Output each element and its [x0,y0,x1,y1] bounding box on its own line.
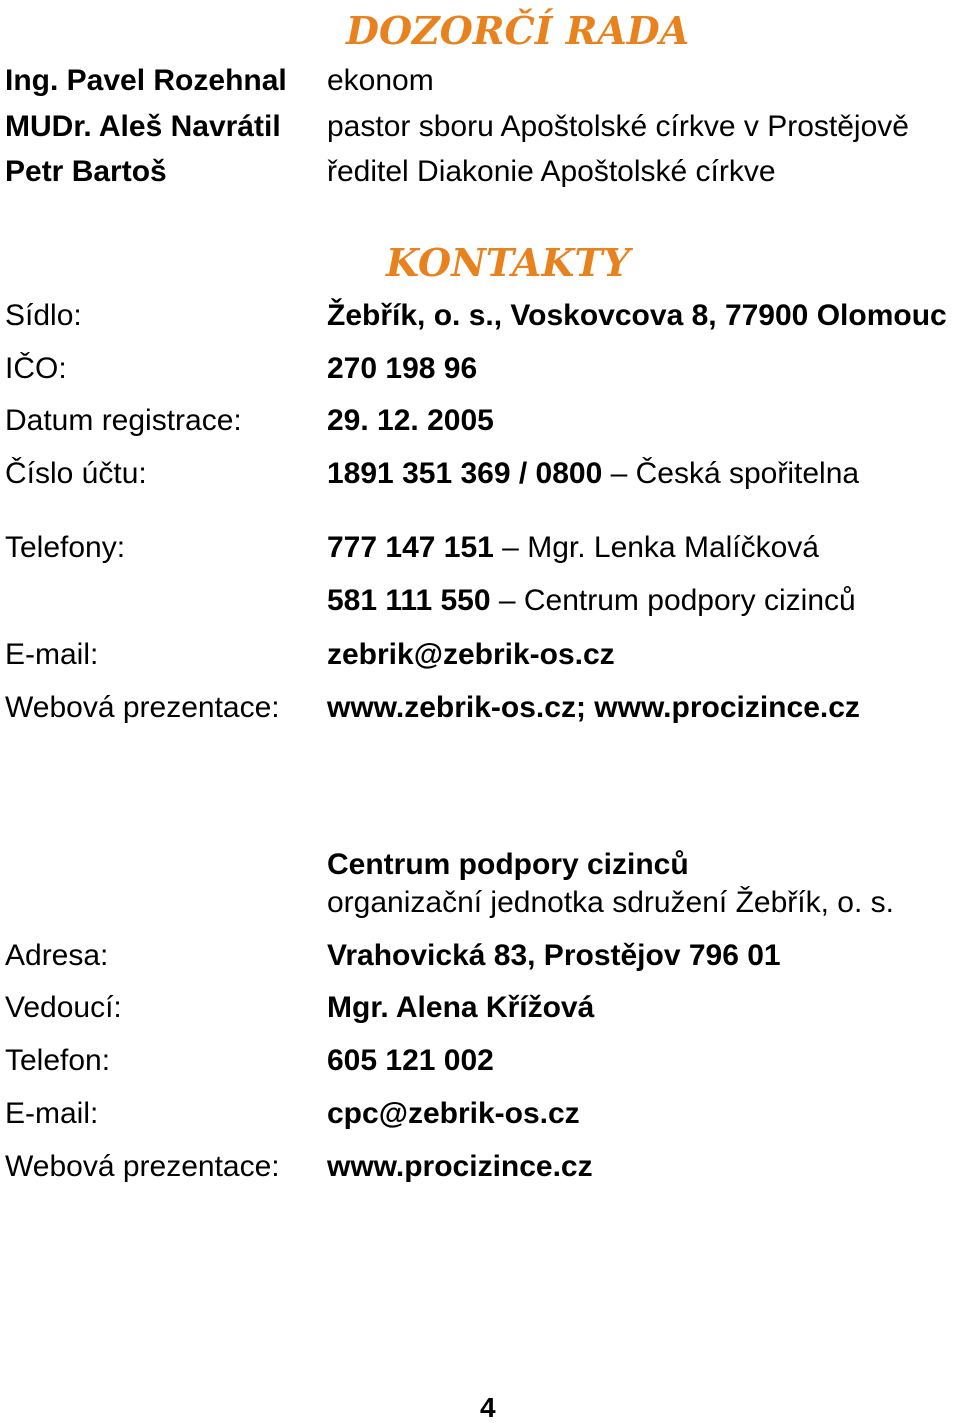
account-label: Číslo účtu: [5,457,147,490]
center-web-label: Webová prezentace: [5,1150,280,1183]
board-member-name: Petr Bartoš [5,155,167,188]
center-address-value: Vrahovická 83, Prostějov 796 01 [327,939,781,972]
center-email-label: E-mail: [5,1097,99,1130]
email-label: E-mail: [5,638,99,671]
center-web-value[interactable]: www.procizince.cz [327,1150,593,1183]
registration-label: Datum registrace: [5,404,242,437]
center-name: Centrum podpory cizinců [327,848,689,881]
phones-label: Telefony: [5,531,126,564]
web-value[interactable]: www.zebrik-os.cz; www.procizince.cz [327,691,860,724]
board-title: DOZORČÍ RADA [346,8,690,53]
ico-label: IČO: [5,352,67,385]
seat-label: Sídlo: [5,299,82,332]
phone-note: – Centrum podpory cizinců [490,584,856,617]
center-phone-label: Telefon: [5,1044,111,1077]
center-head-label: Vedoucí: [5,991,122,1024]
center-subtitle: organizační jednotka sdružení Žebřík, o. s. [327,886,894,919]
phone-entry [327,533,819,563]
phone-note: – Mgr. Lenka Malíčková [493,531,819,564]
account-value [327,459,859,489]
account-bank: – Česká spořitelna [602,457,860,490]
registration-value: 29. 12. 2005 [327,404,494,437]
email-value[interactable]: zebrik@zebrik-os.cz [327,638,615,671]
account-number: 1891 351 369 / 0800 [327,457,603,490]
center-phone-value: 605 121 002 [327,1044,494,1077]
page-number: 4 [480,1392,496,1423]
board-member-name: MUDr. Aleš Navrátil [5,110,281,143]
center-address-label: Adresa: [5,939,109,972]
contacts-title: KONTAKTY [386,240,630,285]
center-email-value[interactable]: cpc@zebrik-os.cz [327,1097,580,1130]
board-member-name: Ing. Pavel Rozehnal [5,64,287,97]
web-label: Webová prezentace: [5,691,280,724]
seat-value: Žebřík, o. s., Voskovcova 8, 77900 Olomouc [327,299,947,332]
board-member-role: ekonom [327,64,434,97]
phone-number: 581 111 550 [327,584,491,617]
phone-number: 777 147 151 [327,531,494,564]
ico-value: 270 198 96 [327,352,478,385]
phone-entry [327,586,856,616]
center-head-value: Mgr. Alena Křížová [327,991,595,1024]
board-member-role: ředitel Diakonie Apoštolské církve [327,155,776,188]
board-member-role: pastor sboru Apoštolské církve v Prostějově [327,110,909,143]
